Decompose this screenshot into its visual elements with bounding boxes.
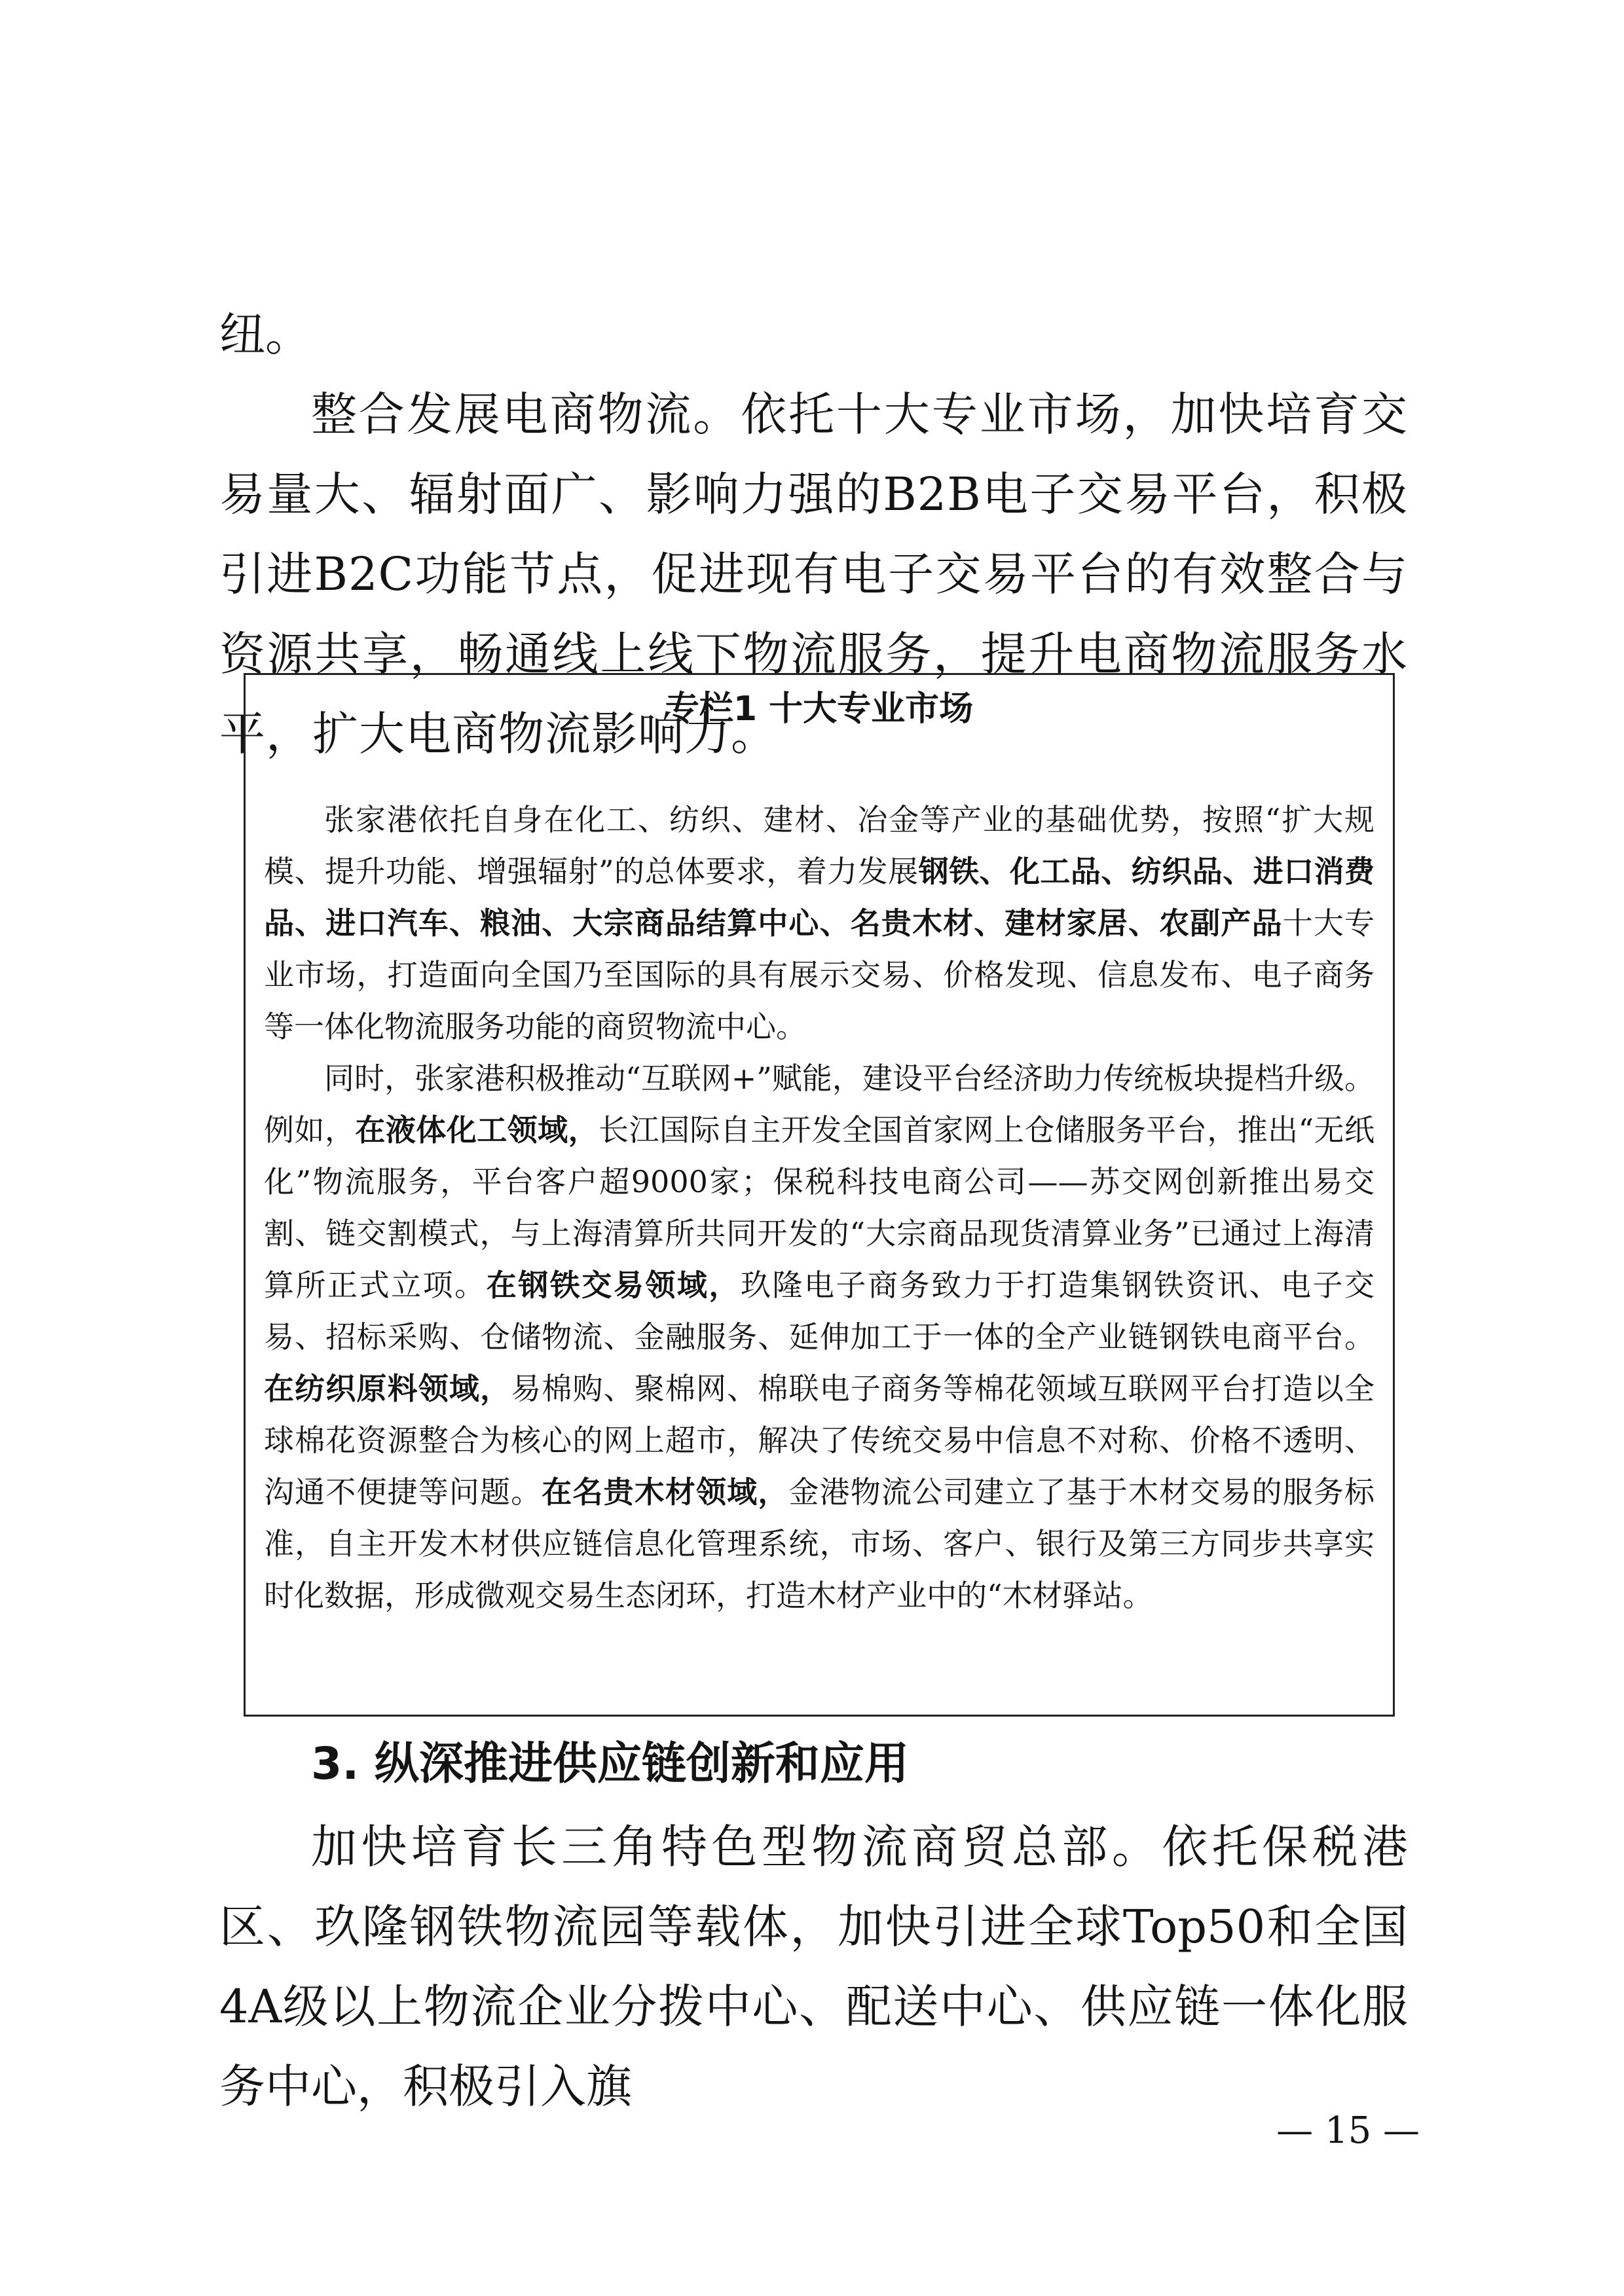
- continuation-text: 纽。: [219, 308, 311, 361]
- column-box-title: 专栏1 十大专业市场: [665, 689, 974, 729]
- page-number: — 15 —: [1276, 2109, 1420, 2152]
- column-box-paragraph-1: [264, 794, 1375, 1053]
- box-text: 十大专业市场，打造面向全国乃至国际的具有展示交易、价格发现、信息发布、电子商务等一体化物流服务功能的商贸物流中心。: [264, 905, 1375, 1044]
- continuation-line: [219, 295, 1408, 374]
- box-bold-text: 在名贵木材领域，: [542, 1474, 789, 1510]
- box-text: 金港物流公司建立了基于木材交易的服务标准，自主开发木材供应链信息化管理系统，市场、客户、银行及第三方同步共享实时化数据，形成微观交易生态闭环，打造木材产业中的“木材驿站。: [264, 1474, 1375, 1613]
- paragraph-body: 依托十大专业市场，加快培育交易量大、辐射面广、影响力强的B2B电子交易平台，积极引进B2C功能节点，促进现有电子交易平台的有效整合与资源共享，畅通线上线下物流服务，提升电商物流服务水平，扩大电商物流影响力。: [219, 388, 1409, 761]
- box-bold-text: 在液体化工领域，: [355, 1112, 599, 1148]
- paragraph-lead: 整合发展电商物流。: [311, 388, 741, 441]
- box-bold-text: 在纺织原料领域，: [264, 1371, 511, 1406]
- box-text: 同时，张家港积极推动“互联网+”赋能，建设平台经济助力传统板块提档升级。例如，: [264, 1061, 1375, 1148]
- box-text: 玖隆电子商务致力于打造集钢铁资讯、电子交易、招标采购、仓储物流、金融服务、延伸加工于一体的全产业链钢铁电商平台。: [264, 1267, 1375, 1355]
- box-text: 长江国际自主开发全国首家网上仓储服务平台，推出“无纸化”物流服务，平台客户超9000家；保税科技电商公司——苏交网创新推出易交割、链交割模式，与上海清算所共同开发的“大宗商品现货清算业务”已通过上海清算所正式立项。: [264, 1112, 1375, 1303]
- box-bold-text: 在钢铁交易领域，: [486, 1267, 741, 1303]
- box-text: 张家港依托自身在化工、纺织、建材、冶金等产业的基础优势，按照“扩大规模、提升功能、增强辐射”的总体要求，着力发展: [264, 802, 1375, 889]
- paragraph-logistics-hq: [219, 1807, 1408, 2126]
- section-heading: 3. 纵深推进供应链创新和应用: [311, 1738, 909, 1790]
- column-box-paragraph-2: [264, 1053, 1375, 1622]
- box-bold-text: 钢铁、化工品、纺织品、进口消费品、进口汽车、粮油、大宗商品结算中心、名贵木材、建材家居、农副产品: [264, 854, 1375, 941]
- box-text: 易棉购、聚棉网、棉联电子商务等棉花领域互联网平台打造以全球棉花资源整合为核心的网上超市，解决了传统交易中信息不对称、价格不透明、沟通不便捷等问题。: [264, 1371, 1375, 1510]
- column-box: [244, 673, 1395, 1717]
- paragraph-body: 依托保税港区、玖隆钢铁物流园等载体，加快引进全球Top50和全国4A级以上物流企业分拨中心、配送中心、供应链一体化服务中心，积极引入旗: [219, 1820, 1409, 2113]
- paragraph-lead: 加快培育长三角特色型物流商贸总部。: [311, 1820, 1162, 1874]
